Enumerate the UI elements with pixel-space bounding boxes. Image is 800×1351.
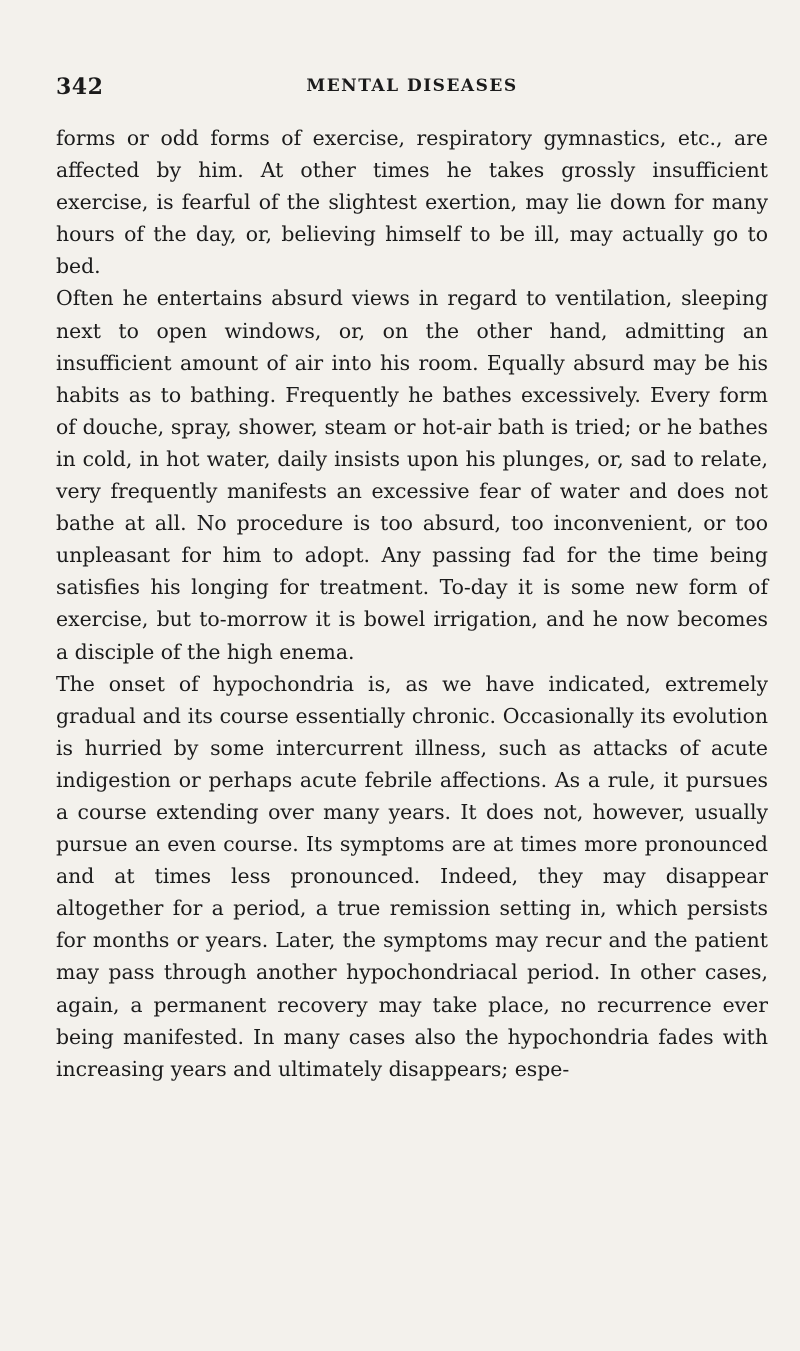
paragraph-ventilation: Often he entertains absurd views in regard to ventilation, sleeping next to open windows, or, on the other hand, admitting an insufficient amount of air into his room. Equally absurd may be his habits as to bathing. Frequently he bathes excessively. Every form of douche, spray, shower, steam or hot-air bath is tried; or he bathes in cold, in hot water, daily insists upon his plunges, or, sad to relate, very frequently manifests an excessive fear of water and does not bathe at all. No procedure is too absurd, too inconvenient, or too unpleasant for him to adopt. Any passing fad for the time being satisfies his longing for treatment. To-day it is some new form of exercise, but to-morrow it is bowel irrigation, and he now becomes a disciple of the high enema. — [56, 286, 768, 664]
running-head: MENTAL DISEASES — [306, 76, 518, 96]
page-header — [56, 74, 768, 108]
paragraph-onset: The onset of hypochondria is, as we have indicated, extremely gradual and its course essentially chronic. Occasionally its evolution is hurried by some intercurrent illness, such as attacks of acute indigestion or perhaps acute febrile affections. As a rule, it pursues a course extending over many years. It does not, however, usually pursue an even course. Its symptoms are at times more pronounced and at times less pronounced. Indeed, they may disappear altogether for a period, a true remission setting in, which persists for months or years. Later, the symptoms may recur and the patient may pass through another hypochondriacal period. In other cases, again, a permanent recovery may take place, no recurrence ever being manifested. In many cases also the hypochondria fades with increasing years and ultimately disappears; espe- — [56, 671, 768, 1081]
body-text — [56, 122, 768, 1085]
paragraph-continuation: forms or odd forms of exercise, respiratory gymnastics, etc., are affected by him. At other times he takes grossly insufficient exercise, is fearful of the slightest exertion, may lie down for many hours of the day, or, believing himself to be ill, may actually go to bed. — [56, 126, 768, 279]
page-number: 342 — [56, 74, 104, 100]
